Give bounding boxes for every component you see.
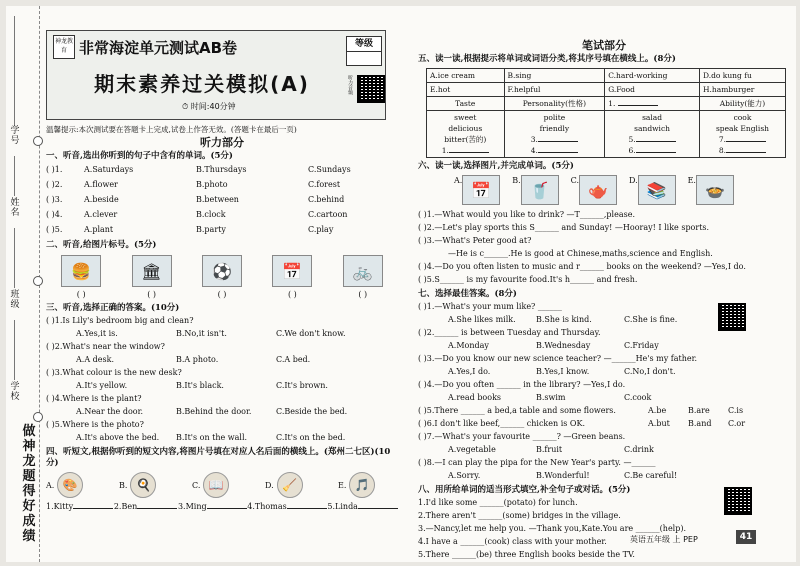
option-c: C.We don't know. [276, 329, 346, 338]
option-b: B.Behind the door. [176, 407, 252, 416]
picture: 📖 [203, 472, 229, 498]
q2-heading: 二、听音,给图片标号。(5分) [46, 240, 157, 250]
name: 1.Kitty [46, 502, 74, 511]
answer-paren[interactable]: ( ) [287, 290, 297, 299]
option-c: C.cartoon [308, 210, 348, 219]
option: A.Monday [448, 341, 489, 350]
question-text: ( )3.—Do you know our new science teacher? —______He's my father. [418, 354, 698, 363]
option: C.drink [624, 445, 654, 454]
q2-pictures [46, 255, 398, 287]
option-c: C.behind [308, 195, 345, 204]
answer-line[interactable] [636, 134, 676, 142]
option-a: A.Saturdays [84, 165, 134, 174]
name: 2.Ben [113, 502, 138, 511]
picture-label: A. [46, 480, 55, 490]
margin-slogan: 做神龙题 得好成绩 [22, 424, 36, 544]
option: C.cook [624, 393, 652, 402]
qr-code-icon[interactable] [357, 75, 385, 103]
picture-label: A. [454, 176, 463, 185]
cell-line: speak English [715, 124, 770, 133]
question-text: ( )2.What's near the window? [46, 342, 165, 351]
picture-label: E. [687, 176, 696, 185]
picture-option [119, 471, 179, 499]
option: A.Yes,I do. [448, 367, 491, 376]
name: 3.Ming [177, 502, 207, 511]
picture: 🚲 [343, 255, 383, 287]
option: B.She is kind. [536, 315, 592, 324]
word-option: B.sing [504, 69, 605, 83]
answer-paren[interactable]: ( )3. [46, 195, 63, 204]
option-b: B.It's on the wall. [176, 433, 248, 442]
option-a: A.clever [84, 210, 118, 219]
picture: 📅 [272, 255, 312, 287]
question-text: ( )1.—What's your mum like? ______ [418, 302, 562, 311]
q8-heading: 八、用所给单词的适当形式填空,补全句子或对话。(5分) [418, 485, 631, 495]
q5-table [426, 68, 786, 158]
cell-line: 8. [703, 145, 782, 156]
picture-option [192, 471, 252, 499]
sentence: ( )4.—Do you often listen to music and r______ books on the weekend? —Yes,I do. [418, 262, 746, 271]
question-text: ( )6.I don't like beef,______ chicken is OK. [418, 419, 585, 428]
qr-code-icon[interactable] [724, 487, 752, 515]
option-b: B.A photo. [176, 355, 219, 364]
picture: 📚 [638, 175, 676, 205]
option: B.and [688, 419, 712, 428]
picture: 🎵 [349, 472, 375, 498]
page-number: 41 [736, 530, 756, 544]
answer-line[interactable] [726, 134, 766, 142]
picture-option [265, 471, 325, 499]
answer-line[interactable] [137, 501, 177, 509]
footer-label: 英语五年级 上 PEP [630, 535, 698, 544]
sentence: —He is c______.He is good at Chinese,maths,science and English. [448, 249, 713, 258]
q6-heading: 六、读一读,选择图片,并完成单词。(5分) [418, 161, 574, 171]
qr-code-icon[interactable] [718, 303, 746, 331]
binding-hole [33, 276, 43, 286]
answer-paren[interactable]: ( )5. [46, 225, 63, 234]
option-b: B.No,it isn't. [176, 329, 227, 338]
question-text: ( )8.—I can play the pipa for the New Year's party. —______ [418, 458, 656, 467]
question-text: ( )5.There ______ a bed,a table and some flowers. [418, 406, 616, 415]
options-row [418, 443, 790, 456]
cell-line: 6. [608, 145, 696, 156]
option: C.She is fine. [624, 315, 678, 324]
picture: 🍔 [61, 255, 101, 287]
options-row [418, 469, 790, 482]
fill-blank-item: 3.—Nancy,let me help you. —Thank you,Kate.You are ______(help). [418, 524, 687, 533]
picture-option [512, 175, 558, 205]
picture-option [46, 471, 106, 499]
word-option: C.hard-working [605, 69, 700, 83]
q1-row [46, 162, 398, 177]
q4-names [46, 501, 398, 512]
options-row [46, 353, 398, 366]
word-option: E.hot [427, 83, 505, 97]
name-blank [46, 501, 113, 512]
word-option: H.hamburger [699, 83, 785, 97]
answer-line[interactable] [287, 501, 327, 509]
class-label: 班级 [10, 290, 20, 310]
picture-option [688, 175, 734, 205]
q6-items [418, 208, 790, 286]
q8-qr [724, 487, 748, 498]
q6-pictures [454, 175, 734, 205]
question-row [418, 417, 790, 430]
category-cell [427, 111, 505, 158]
option: B.Wonderful! [536, 471, 590, 480]
qr-caption: 听力音频 [347, 75, 353, 95]
q7-heading: 七、选择最佳答案。(8分) [418, 289, 517, 299]
category-cell [605, 111, 700, 158]
picture-label: D. [628, 176, 638, 185]
answer-line[interactable] [73, 501, 113, 509]
option-a: A.flower [84, 180, 118, 189]
q4-heading: 四、听短文,根据你听到的短文内容,将图片号填在对应人名后面的横线上。(郑州二七区)(10分) [46, 447, 391, 468]
question-row [418, 404, 790, 417]
picture: 🧹 [277, 472, 303, 498]
word-option: A.ice cream [427, 69, 505, 83]
q3-heading: 三、听音,选择正确的答案。(10分) [46, 303, 180, 313]
word-option: F.helpful [504, 83, 605, 97]
option-c: C.Beside the bed. [276, 407, 348, 416]
sentence: ( )1.—What would you like to drink? —T______,please. [418, 210, 635, 219]
cell-line: sweet [454, 113, 477, 122]
q7-qr [718, 303, 742, 314]
option-c: C.forest [308, 180, 341, 189]
fill-blank-item: 4.I have a ______(cook) class with your mother. [418, 537, 607, 546]
option: B.Yes,I know. [536, 367, 590, 376]
fill-blank-item: 2.There aren't ______(some) bridges in the village. [418, 511, 621, 520]
fill-blank-item: 1.I'd like some ______(potato) for lunch. [418, 498, 578, 507]
option-a: A.plant [84, 225, 114, 234]
picture: 🎨 [57, 472, 83, 498]
picture: 🍳 [130, 472, 156, 498]
answer-paren[interactable]: ( ) [358, 290, 368, 299]
picture: 🍲 [696, 175, 734, 205]
q1-rows [46, 162, 398, 237]
option-c: C.A bed. [276, 355, 311, 364]
option-b: B.party [196, 225, 226, 234]
option-c: C.play [308, 225, 334, 234]
sentence: ( )3.—What's Peter good at? [418, 236, 532, 245]
left-column [46, 124, 398, 512]
option-b: B.Thursdays [196, 165, 247, 174]
option-a: A.A desk. [76, 355, 114, 364]
picture-label: B. [119, 480, 128, 490]
picture-label: C. [570, 176, 580, 185]
picture-label: B. [512, 176, 521, 185]
answer-paren[interactable]: ( ) [217, 290, 227, 299]
q3-items [46, 314, 398, 444]
category-header: Personality(性格) [504, 97, 605, 111]
option: B.swim [536, 393, 566, 402]
exam-title: 期末素养过关模拟(A) [94, 72, 310, 96]
cell-line: 3. [508, 134, 602, 145]
option: A.read books [448, 393, 502, 402]
answer-paren[interactable]: ( ) [76, 290, 86, 299]
right-column [418, 38, 790, 561]
q5-heading: 五、读一读,根据提示将单词或词语分类,将其序号填在横线上。(8分) [418, 54, 676, 64]
picture-label: C. [192, 480, 201, 490]
category-header: 1. [605, 97, 700, 111]
question-text: ( )1.Is Lily's bedroom big and clean? [46, 316, 194, 325]
cell-line: 4. [508, 145, 602, 156]
answer-line[interactable] [449, 145, 489, 153]
cell-line: sandwich [634, 124, 670, 133]
answer-line[interactable] [207, 501, 247, 509]
q2-answer-row [46, 289, 398, 300]
option: A.vegetable [448, 445, 496, 454]
answer-paren[interactable]: ( )1. [46, 165, 63, 174]
writing-title: 笔试部分 [582, 39, 626, 52]
picture-option [338, 471, 398, 499]
question-text: ( )4.Where is the plant? [46, 394, 142, 403]
q1-row [46, 192, 398, 207]
word-option: D.do kung fu [699, 69, 785, 83]
cell-line: 1. [430, 145, 501, 156]
picture: 🥤 [521, 175, 559, 205]
question-text: ( )3.What colour is the new desk? [46, 368, 182, 377]
school-label: 学校 [10, 382, 20, 402]
option: B.fruit [536, 445, 563, 454]
answer-line[interactable] [358, 501, 398, 509]
name-blank [327, 501, 398, 512]
option-a: A.beside [84, 195, 119, 204]
answer-line[interactable] [636, 145, 676, 153]
picture-label: E. [338, 480, 347, 490]
grade-label: 等级 [346, 36, 382, 52]
options-row [418, 365, 790, 378]
option: A.be [648, 406, 667, 415]
word-option: G.Food [605, 83, 700, 97]
student-id-label: 学号 [10, 126, 20, 146]
answer-paren[interactable]: ( ) [147, 290, 156, 299]
option-c: C.Sundays [308, 165, 351, 174]
picture-option [454, 175, 500, 205]
answer-paren[interactable]: ( )2. [46, 180, 63, 189]
option-a: A.It's above the bed. [76, 433, 160, 442]
option: C.No,I don't. [624, 367, 676, 376]
options-row [418, 391, 790, 404]
option: C.Friday [624, 341, 659, 350]
cell-line: friendly [539, 124, 570, 133]
picture: ⚽ [202, 255, 242, 287]
option: C.is [728, 406, 744, 415]
option: B.Wednesday [536, 341, 591, 350]
picture: 📅 [462, 175, 500, 205]
picture-label: D. [265, 480, 274, 490]
name-blank [247, 501, 326, 512]
listening-title: 听力部分 [200, 136, 244, 149]
option-a: A.It's yellow. [76, 381, 128, 390]
option: B.are [688, 406, 710, 415]
sentence: ( )2.—Let's play sports this S______ and Sunday! —Hooray! I like sports. [418, 223, 710, 232]
sentence: ( )5.S______ is my favourite food.It's h______ and fresh. [418, 275, 638, 284]
q1-row [46, 222, 398, 237]
exam-header [46, 30, 386, 120]
binding-hole [33, 136, 43, 146]
q1-row [46, 177, 398, 192]
answer-paren[interactable]: ( )4. [46, 210, 63, 219]
category-cells [427, 111, 786, 158]
exam-tip: 温馨提示:本次测试要在答题卡上完成,试卷上作答无效。(答题卡在最后一页) [46, 125, 297, 134]
picture-option [629, 175, 676, 205]
option-b: B.It's black. [176, 381, 224, 390]
name: 5.Linda [327, 502, 358, 511]
category-cell [699, 111, 785, 158]
option: C.or [728, 419, 746, 428]
category-cell [504, 111, 605, 158]
options-row [46, 405, 398, 418]
question-text: ( )5.Where is the photo? [46, 420, 144, 429]
category-header: Taste [427, 97, 505, 111]
cell-line: cook [733, 113, 752, 122]
category-header: Ability(能力) [699, 97, 785, 111]
option-a: A.Yes,it is. [76, 329, 118, 338]
cell-line: polite [543, 113, 566, 122]
option-c: C.It's on the bed. [276, 433, 346, 442]
cell-line: 5. [608, 134, 696, 145]
name: 4.Thomas [247, 502, 287, 511]
name-blank [114, 501, 177, 512]
question-text: ( )7.—What's your favourite ______? —Green beans. [418, 432, 626, 441]
picture: 🏛 [132, 255, 172, 287]
cell-line: bitter(苦的) [444, 135, 487, 144]
answer-line[interactable] [538, 134, 578, 142]
option: A.but [648, 419, 670, 428]
name-blank [178, 501, 247, 512]
option-b: B.photo [196, 180, 228, 189]
option-c: C.It's brown. [276, 381, 328, 390]
name-label: 姓名 [10, 198, 20, 218]
option: A.She likes milk. [448, 315, 516, 324]
answer-line[interactable] [726, 145, 766, 153]
picture: 🫖 [579, 175, 617, 205]
q4-pictures [46, 471, 398, 499]
option-b: B.between [196, 195, 239, 204]
answer-line[interactable] [538, 145, 578, 153]
option-b: B.clock [196, 210, 226, 219]
options-row [46, 431, 398, 444]
q1-row [46, 207, 398, 222]
cell-line: 7. [703, 134, 782, 145]
option: C.Be careful! [624, 471, 678, 480]
cell-line: delicious [448, 124, 483, 133]
binding-hole [33, 412, 43, 422]
options-row [418, 339, 790, 352]
options-row [46, 379, 398, 392]
option: A.Sorry. [448, 471, 481, 480]
fill-blank-item: 5.There ______(be) three English books beside the TV. [418, 550, 635, 559]
series-brand: 非常海淀单元测试AB卷 [79, 39, 238, 57]
cell-line: salad [642, 113, 663, 122]
grade-box [346, 52, 382, 66]
time-limit: ⏱ 时间:40分钟 [182, 102, 236, 111]
picture-option [571, 175, 617, 205]
publisher-logo: 神龙教育 [53, 35, 75, 59]
question-text: ( )2.______ is between Tuesday and Thursday. [418, 328, 601, 337]
option-a: A.Near the door. [76, 407, 144, 416]
options-row [46, 327, 398, 340]
q1-heading: 一、听音,选出你听到的句子中含有的单词。(5分) [46, 151, 233, 161]
question-text: ( )4.—Do you often ______ in the library? —Yes,I do. [418, 380, 626, 389]
